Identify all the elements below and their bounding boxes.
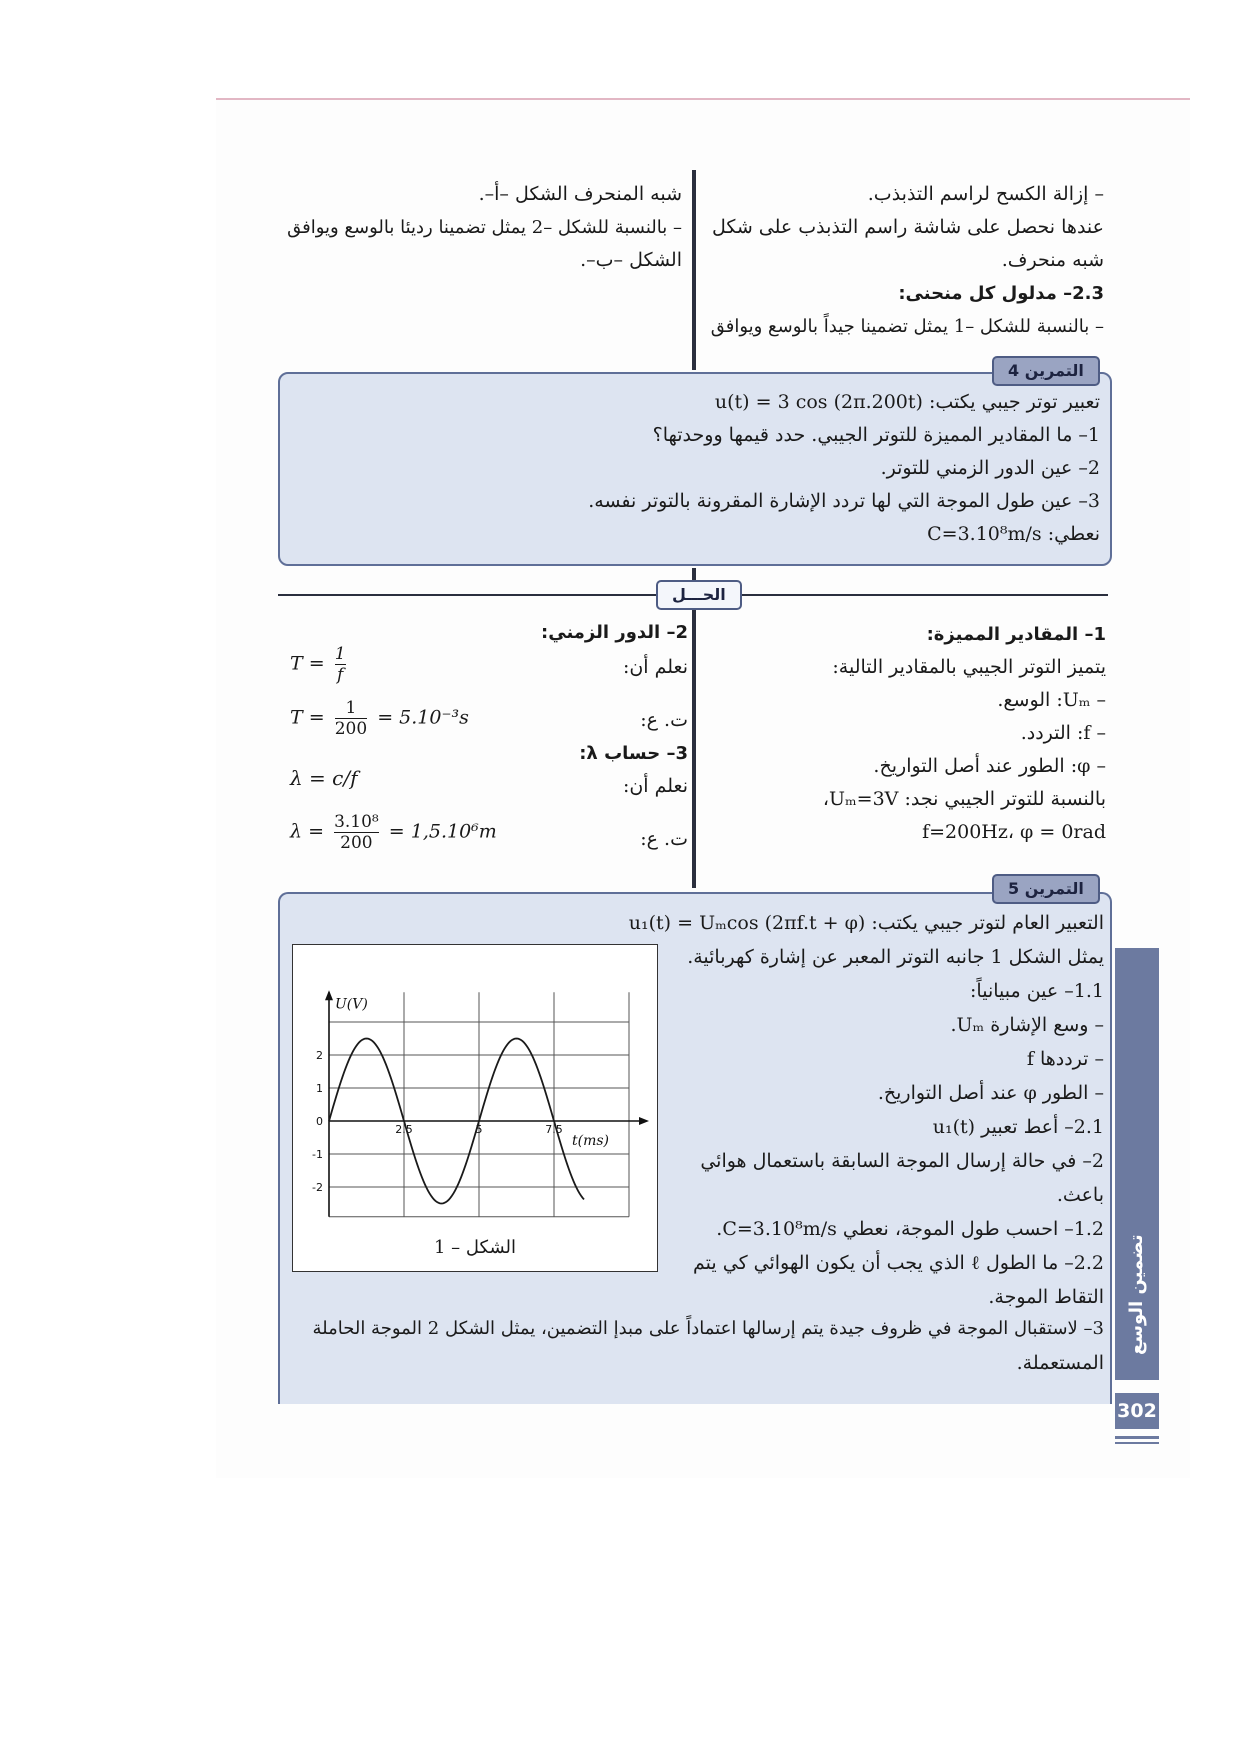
y-tick-label: 2 [316, 1049, 323, 1062]
exercise-line: 1– ما المقادير المميزة للتوتر الجيبي. حدد قيمها ووحدتها؟ [652, 424, 1100, 446]
equation-lambda-value [290, 812, 497, 853]
page-number: 302 [1115, 1393, 1159, 1429]
y-tick-label: 1 [316, 1082, 323, 1095]
text-line: – بالنسبة للشكل –2 يمثل تضمينا رديئا بالوسع ويوافق [287, 217, 682, 238]
equation-rhs: = 1,5.10⁶m [388, 820, 497, 843]
text-line: – φ: الطور عند أصل التواريخ. [873, 755, 1106, 777]
chapter-side-label: تضمين الوسع [1126, 1234, 1147, 1356]
equation-lambda: λ = c/f [290, 766, 358, 790]
fraction-denominator: 200 [340, 833, 373, 853]
y-tick-label: 0 [316, 1115, 323, 1128]
text-line: نعلم أن: [622, 775, 688, 797]
exercise-line: التقاط الموجة. [988, 1286, 1104, 1308]
section-heading: 2– الدور الزمني: [541, 622, 688, 643]
page-number-rule [1115, 1442, 1159, 1444]
equation-rhs: = 5.10⁻³s [377, 706, 469, 729]
x-axis-arrow [639, 1117, 649, 1125]
figure-caption: الشكل – 1 [433, 1237, 516, 1258]
exercise-line: – الطور φ عند أصل التواريخ. [877, 1082, 1104, 1104]
text-line: – بالنسبة للشكل –1 يمثل تضمينا جيداً بالوسع ويوافق [710, 316, 1104, 337]
fraction-numerator: 1 [334, 644, 346, 664]
text-line: شبه المنحرف الشكل –أ–. [478, 183, 682, 205]
column-divider-top [692, 170, 696, 370]
y-tick-label: -2 [312, 1181, 323, 1194]
equation-lhs: T = [290, 706, 325, 729]
figure-1-frame [292, 944, 658, 1272]
text-line: شبه منحرف. [1001, 249, 1104, 271]
x-tick-label: 7.5 [545, 1123, 563, 1136]
equation-lhs: T = [290, 652, 325, 675]
section-heading: 2.3– مدلول كل منحنى: [898, 283, 1104, 304]
equation-period-value [290, 698, 469, 739]
exercise-line: – وسع الإشارة Uₘ. [950, 1014, 1104, 1036]
page-number-rule [1115, 1436, 1159, 1439]
exercise-line: 1.2– احسب طول الموجة، نعطي C=3.10⁸m/s. [716, 1218, 1104, 1240]
exercise-line: 3– لاستقبال الموجة في ظروف جيدة يتم إرسالها اعتماداً على مبدإ التضمين، يمثل الشكل 2 الموجة الحاملة [312, 1318, 1104, 1339]
exercise-5-tag: التمرين 5 [992, 874, 1100, 904]
top-left-column [282, 178, 682, 277]
voltage-chart [293, 945, 657, 1235]
exercise-line: 1.1– عين مبيانياً: [970, 980, 1104, 1002]
exercise-line: التعبير العام لتوتر جيبي يكتب: u₁(t) = Uₘcos (2πf.t + φ) [628, 912, 1104, 934]
exercise-line: يمثل الشكل 1 جانبه التوتر المعبر عن إشارة كهربائية. [687, 946, 1104, 968]
fraction-denominator: 200 [334, 719, 368, 739]
equation-lhs: λ = [290, 820, 325, 843]
text-line: – f: التردد. [1020, 722, 1106, 744]
text-line: ت. ع: [640, 828, 688, 850]
exercise-line: نعطي: C=3.10⁸m/s [927, 523, 1100, 545]
solution-tag: الحـــل [656, 580, 742, 610]
y-axis-label: U(V) [335, 996, 368, 1013]
text-line: نعلم أن: [622, 656, 688, 678]
exercise-line: تعبير توتر جيبي يكتب: u(t) = 3 cos (2π.200t) [714, 391, 1100, 413]
exercise-5-content [628, 906, 1104, 1314]
fraction-numerator: 3.10⁸ [334, 812, 379, 832]
exercise-line: 2– في حالة إرسال الموجة السابقة باستعمال هوائي [700, 1150, 1104, 1172]
text-line: الشكل –ب–. [580, 249, 682, 271]
text-line: – إزالة الكسح لراسم التذبذب. [867, 183, 1104, 205]
exercise-line: 2.2– ما الطول ℓ الذي يجب أن يكون الهوائي كي يتم [693, 1252, 1104, 1274]
exercise-line: 2.1– أعط تعبير u₁(t) [932, 1116, 1104, 1138]
fraction-numerator: 1 [335, 698, 367, 719]
text-line: يتميز التوتر الجيبي بالمقادير التالية: [832, 656, 1106, 678]
exercise-4-tag: التمرين 4 [992, 356, 1100, 386]
exercise-line: – ترددها f [1026, 1048, 1104, 1070]
x-tick-label: 5 [475, 1123, 483, 1136]
top-rule [216, 98, 1190, 100]
exercise-line: باعث. [1056, 1184, 1104, 1206]
fraction-denominator: f [336, 665, 344, 685]
top-right-column [700, 178, 1104, 343]
text-line: – Uₘ: الوسع. [997, 689, 1106, 711]
text-line: ت. ع: [640, 709, 688, 731]
exercise-line: المستعملة. [1016, 1352, 1104, 1374]
y-tick-label: -1 [312, 1148, 323, 1161]
section-heading: 1– المقادير المميزة: [926, 624, 1106, 645]
column-divider-solution [692, 568, 696, 888]
x-axis-label: t(ms) [572, 1133, 610, 1149]
text-line: عندها نحصل على شاشة راسم التذبذب على شكل [711, 216, 1104, 238]
text-line: f=200Hz، φ = 0rad [922, 821, 1106, 843]
text-line: بالنسبة للتوتر الجيبي نجد: Uₘ=3V، [822, 788, 1106, 810]
equation-period [290, 644, 350, 685]
exercise-4-content [300, 386, 1100, 551]
exercise-line: 2– عين الدور الزمني للتوتر. [880, 457, 1100, 479]
exercise-line: 3– عين طول الموجة التي لها تردد الإشارة المقرونة بالتوتر نفسه. [588, 490, 1100, 512]
solution-left-labels [540, 616, 688, 856]
y-axis-arrow [325, 990, 333, 1000]
x-tick-label: 2.5 [395, 1123, 413, 1136]
exercise-5-full-width [286, 1312, 1104, 1380]
solution-right-column [704, 618, 1106, 849]
section-heading: 3– حساب λ: [579, 743, 688, 764]
